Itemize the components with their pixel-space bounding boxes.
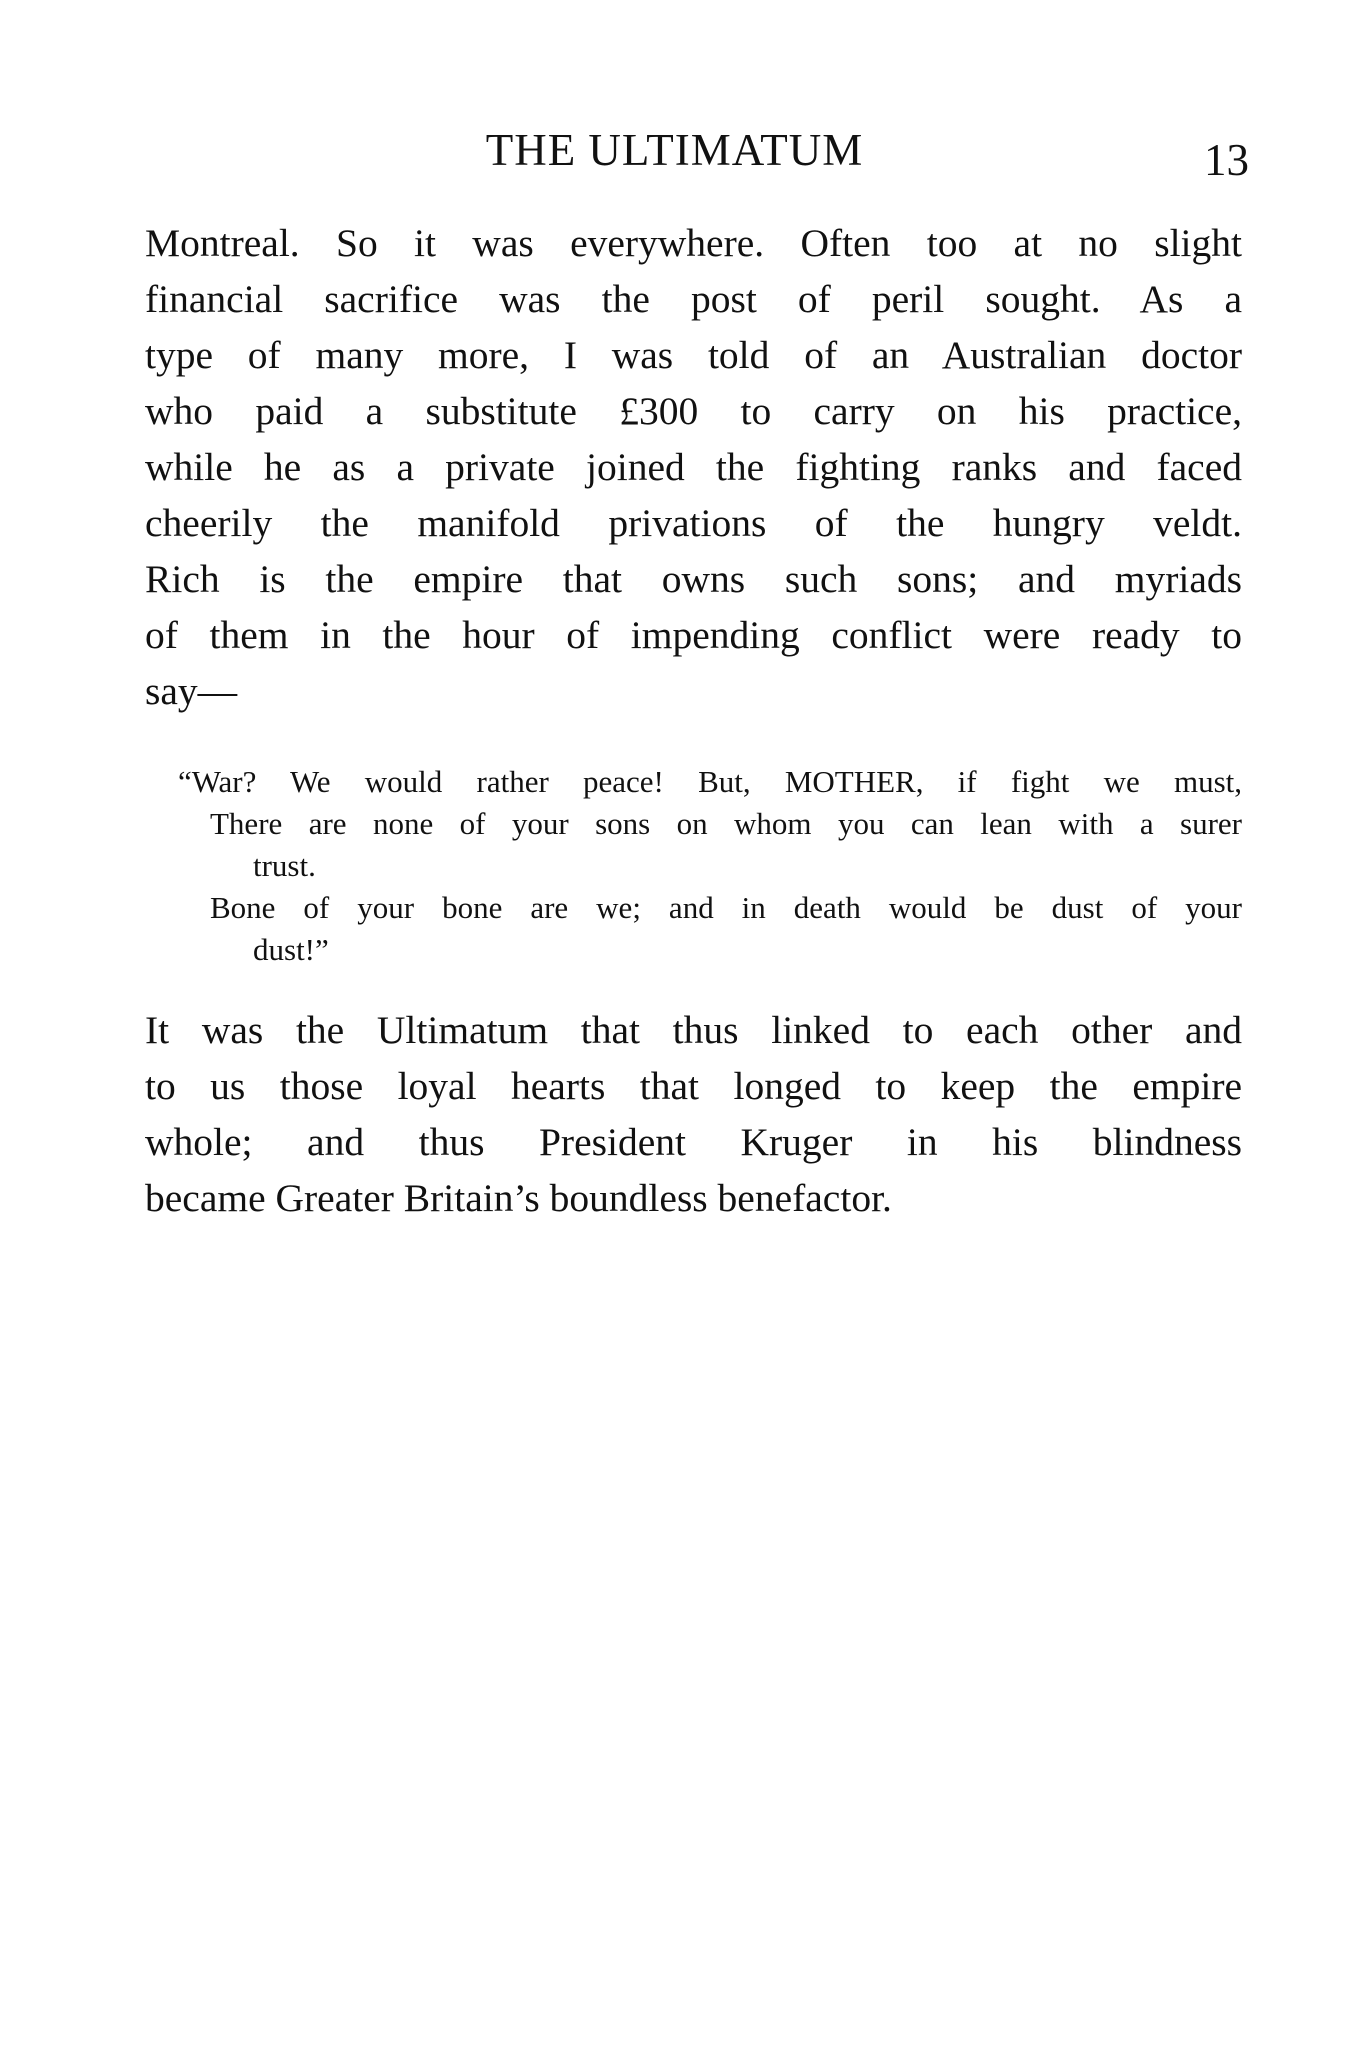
verse-line: dust!” [253, 932, 329, 967]
text-line: of them in the hour of impending conflict were ready to [145, 613, 1242, 657]
text-line: while he as a private joined the fighting ranks and faced [145, 445, 1242, 489]
running-head [0, 120, 1349, 185]
text-line: Montreal. So it was everywhere. Often too at no slight [145, 221, 1242, 265]
text-line: Rich is the empire that owns such sons; and myriads [145, 557, 1242, 601]
text-line: It was the Ultimatum that thus linked to each other and [145, 1008, 1242, 1052]
verse-line: “War? We would rather peace! But, MOTHER, if fight we must, [178, 764, 1242, 799]
text-line: who paid a substitute £300 to carry on his practice, [145, 389, 1242, 433]
text-line: cheerily the manifold privations of the hungry veldt. [145, 501, 1242, 545]
text-line: financial sacrifice was the post of peril sought. As a [145, 277, 1242, 321]
text-line: to us those loyal hearts that longed to keep the empire [145, 1064, 1242, 1108]
verse-line: Bone of your bone are we; and in death would be dust of your [210, 890, 1242, 925]
verse-line: There are none of your sons on whom you can lean with a surer [210, 806, 1242, 841]
page-number: 13 [1204, 135, 1249, 185]
text-line: say— [145, 669, 238, 713]
text-line: whole; and thus President Kruger in his blindness [145, 1120, 1242, 1164]
running-title: THE ULTIMATUM [485, 125, 864, 175]
verse-line: trust. [253, 848, 316, 883]
text-line: became Greater Britain’s boundless benefactor. [145, 1176, 892, 1220]
text-line: type of many more, I was told of an Australian doctor [145, 333, 1242, 377]
